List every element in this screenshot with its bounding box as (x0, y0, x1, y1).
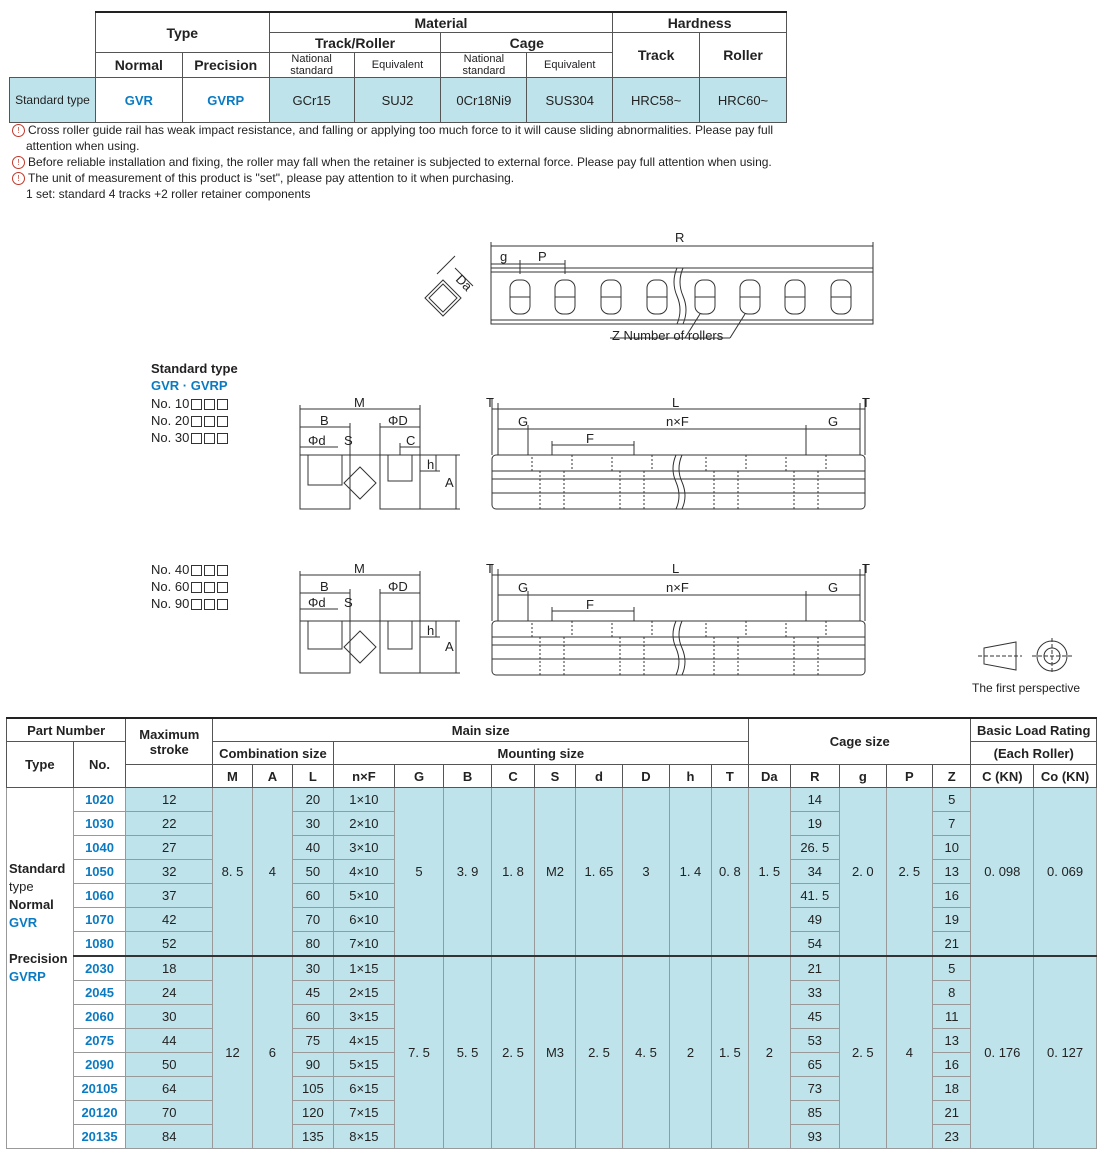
max-stroke: 37 (126, 884, 213, 908)
max-stroke: 50 (126, 1053, 213, 1077)
part-no: 1040 (73, 836, 126, 860)
cage-drawing (415, 228, 885, 348)
cell-d: 2. 5 (576, 956, 623, 1149)
type-cell: Standard type Normal GVR Precision GVRP (7, 788, 74, 1149)
cell-L: 45 (293, 981, 333, 1005)
notes (12, 122, 832, 202)
max-stroke: 44 (126, 1029, 213, 1053)
type-header: Type (95, 12, 269, 53)
cell-C-kn: 0. 176 (971, 956, 1034, 1149)
cell-R: 19 (790, 812, 840, 836)
national-standard-header: National standard (441, 53, 527, 78)
rail-drawing-1 (480, 395, 890, 520)
col-R: R (790, 765, 840, 788)
warning-icon: ! (12, 172, 25, 185)
label-Phid: Φd (308, 595, 326, 610)
track-roller-header: Track/Roller (269, 33, 441, 53)
max-stroke: 24 (126, 981, 213, 1005)
label-PhiD: ΦD (388, 579, 408, 594)
cell-Z: 21 (933, 1101, 971, 1125)
cell-gvr: GVR (95, 78, 182, 123)
note-1: ! Cross roller guide rail has weak impact resistance, and falling or applying too much force to it will cause sliding abnormalities. Please pay full (12, 122, 832, 138)
cell-R: 54 (790, 932, 840, 957)
col-D: D (622, 765, 670, 788)
label-h: h (427, 623, 435, 638)
combination-header: Combination size (213, 742, 333, 765)
cell-nF: 5×10 (333, 884, 395, 908)
cell-B: 5. 5 (443, 956, 492, 1149)
col-A: A (252, 765, 292, 788)
cell-R: 45 (790, 1005, 840, 1029)
cell-Z: 5 (933, 956, 971, 981)
cell-0cr18ni9: 0Cr18Ni9 (441, 78, 527, 123)
cell-G: 5 (395, 788, 444, 957)
note-3-cont: 1 set: standard 4 tracks +2 roller retainer components (26, 187, 311, 201)
first-perspective: The first perspective (972, 636, 1082, 695)
max-stroke: 22 (126, 812, 213, 836)
normal-header: Normal (95, 53, 182, 78)
max-stroke: 32 (126, 860, 213, 884)
cell-L: 135 (293, 1125, 333, 1149)
dimension-table (6, 717, 1097, 1149)
national-standard-header: National standard (269, 53, 354, 78)
label-B: B (320, 579, 329, 594)
label-L: L (672, 395, 680, 410)
label-P: P (538, 249, 547, 264)
cell-Z: 16 (933, 884, 971, 908)
cell-P: 2. 5 (886, 788, 933, 957)
cell-R: 34 (790, 860, 840, 884)
note-3: ! The unit of measurement of this product is "set", please pay attention to it when purchasing. (12, 170, 832, 186)
cell-nF: 4×15 (333, 1029, 395, 1053)
label-A: A (445, 639, 454, 654)
max-stroke: 12 (126, 788, 213, 812)
col-nF: n×F (333, 765, 395, 788)
cell-D: 4. 5 (622, 956, 670, 1149)
col-h: h (670, 765, 711, 788)
cell-Z: 13 (933, 1029, 971, 1053)
cell-Z: 19 (933, 908, 971, 932)
cell-nF: 2×10 (333, 812, 395, 836)
max-stroke: 42 (126, 908, 213, 932)
label-F: F (586, 597, 594, 612)
col-d: d (576, 765, 623, 788)
col-S: S (534, 765, 575, 788)
cell-h: 1. 4 (670, 788, 711, 957)
cell-A: 6 (252, 956, 292, 1149)
cell-R: 53 (790, 1029, 840, 1053)
part-number-header: Part Number (7, 718, 126, 742)
note-2: ! Before reliable installation and fixing, the roller may fall when the retainer is subjected to external force. Please pay full attention when using. (12, 154, 832, 170)
part-no: 2090 (73, 1053, 126, 1077)
col-Z: Z (933, 765, 971, 788)
cell-L: 50 (293, 860, 333, 884)
cell-M: 12 (213, 956, 252, 1149)
label-A: A (445, 475, 454, 490)
mounting-header: Mounting size (333, 742, 749, 765)
label-R: R (675, 230, 685, 245)
part-no: 1070 (73, 908, 126, 932)
cell-R: 93 (790, 1125, 840, 1149)
cell-nF: 5×15 (333, 1053, 395, 1077)
cell-Da: 1. 5 (749, 788, 790, 957)
cell-gvrp: GVRP (182, 78, 269, 123)
material-table (9, 11, 787, 123)
label-h: h (427, 457, 435, 472)
label-Phid: Φd (308, 433, 326, 448)
label-B: B (320, 413, 329, 428)
cell-sus304: SUS304 (527, 78, 613, 123)
max-stroke: 52 (126, 932, 213, 957)
cell-nF: 7×10 (333, 932, 395, 957)
cage-size-header: Cage size (749, 718, 971, 765)
col-P: P (886, 765, 933, 788)
cell-L: 80 (293, 932, 333, 957)
cell-nF: 2×15 (333, 981, 395, 1005)
label-G: G (828, 580, 839, 595)
cell-Co-kn: 0. 127 (1034, 956, 1097, 1149)
cell-nF: 6×10 (333, 908, 395, 932)
cell-L: 30 (293, 956, 333, 981)
main-size-header: Main size (213, 718, 749, 742)
warning-icon: ! (12, 124, 25, 137)
cell-R: 49 (790, 908, 840, 932)
part-no: 1020 (73, 788, 126, 812)
model-numbers-2: No. 40 No. 60 No. 90 (151, 561, 228, 612)
max-stroke: 30 (126, 1005, 213, 1029)
equivalent-header: Equivalent (354, 53, 441, 78)
cell-g: 2. 5 (840, 956, 887, 1149)
cell-R: 14 (790, 788, 840, 812)
part-no: 20135 (73, 1125, 126, 1149)
cell-nF: 1×10 (333, 788, 395, 812)
cell-R: 65 (790, 1053, 840, 1077)
cell-L: 30 (293, 812, 333, 836)
cell-C: 2. 5 (492, 956, 534, 1149)
rail-drawing-2 (480, 561, 890, 686)
label-T: T (862, 561, 870, 576)
table-body (7, 788, 1097, 1149)
cross-section-2 (290, 561, 465, 686)
cell-R: 26. 5 (790, 836, 840, 860)
model-numbers-1: No. 10 No. 20 No. 30 (151, 395, 228, 446)
cell-Z: 23 (933, 1125, 971, 1149)
label-nF: n×F (666, 580, 689, 595)
label-T: T (486, 561, 494, 576)
label-G: G (518, 580, 529, 595)
corner-cell (10, 12, 96, 78)
label-T: T (862, 395, 870, 410)
label-M: M (354, 561, 365, 576)
cell-B: 3. 9 (443, 788, 492, 957)
part-no: 2045 (73, 981, 126, 1005)
cell-R: 85 (790, 1101, 840, 1125)
cell-C-kn: 0. 098 (971, 788, 1034, 957)
label-Da: Da (452, 271, 476, 294)
type-header: Type (7, 742, 74, 788)
cell-L: 105 (293, 1077, 333, 1101)
col-T: T (711, 765, 748, 788)
cell-Z: 11 (933, 1005, 971, 1029)
cell-Z: 10 (933, 836, 971, 860)
equivalent-header: Equivalent (527, 53, 613, 78)
cell-L: 60 (293, 884, 333, 908)
basic-load-header: Basic Load Rating (971, 718, 1097, 742)
label-M: M (354, 395, 365, 410)
hardness-header: Hardness (613, 12, 787, 33)
cell-Z: 21 (933, 932, 971, 957)
warning-icon: ! (12, 156, 25, 169)
cell-L: 40 (293, 836, 333, 860)
cell-suj2: SUJ2 (354, 78, 441, 123)
cell-D: 3 (622, 788, 670, 957)
stroke-sub (126, 765, 213, 788)
no-header: No. (73, 742, 126, 788)
col-C: C (492, 765, 534, 788)
label-PhiD: ΦD (388, 413, 408, 428)
cell-h: 2 (670, 956, 711, 1149)
cell-nF: 8×15 (333, 1125, 395, 1149)
part-no: 1060 (73, 884, 126, 908)
standard-type-label: Standard type GVR · GVRP (151, 361, 238, 393)
cell-L: 90 (293, 1053, 333, 1077)
col-M: M (213, 765, 252, 788)
cell-L: 75 (293, 1029, 333, 1053)
cell-L: 120 (293, 1101, 333, 1125)
label-G: G (828, 414, 839, 429)
label-Z: Z Number of rollers (612, 328, 724, 343)
row-label: Standard type (10, 78, 96, 123)
part-no: 1050 (73, 860, 126, 884)
cell-Z: 7 (933, 812, 971, 836)
col-g: g (840, 765, 887, 788)
cell-hrc58: HRC58~ (613, 78, 700, 123)
cell-nF: 3×15 (333, 1005, 395, 1029)
cell-Z: 13 (933, 860, 971, 884)
col-Da: Da (749, 765, 790, 788)
cell-L: 70 (293, 908, 333, 932)
cell-hrc60: HRC60~ (700, 78, 787, 123)
label-S: S (344, 433, 353, 448)
table-row (7, 956, 1097, 981)
label-C: C (406, 433, 416, 448)
label-T: T (486, 395, 494, 410)
label-S: S (344, 595, 353, 610)
cell-Z: 8 (933, 981, 971, 1005)
col-G: G (395, 765, 444, 788)
col-L: L (293, 765, 333, 788)
cell-nF: 4×10 (333, 860, 395, 884)
cross-section-1 (290, 395, 465, 520)
label-G: G (518, 414, 529, 429)
label-g: g (500, 249, 508, 264)
max-stroke: 84 (126, 1125, 213, 1149)
table-row (7, 788, 1097, 812)
part-no: 2030 (73, 956, 126, 981)
cell-T: 1. 5 (711, 956, 748, 1149)
precision-header: Precision (182, 53, 269, 78)
cell-C: 1. 8 (492, 788, 534, 957)
cell-d: 1. 65 (576, 788, 623, 957)
roller-header: Roller (700, 33, 787, 78)
cell-A: 4 (252, 788, 292, 957)
cell-P: 4 (886, 956, 933, 1149)
part-no: 20120 (73, 1101, 126, 1125)
cell-L: 60 (293, 1005, 333, 1029)
label-F: F (586, 431, 594, 446)
cell-R: 21 (790, 956, 840, 981)
cell-S: M3 (534, 956, 575, 1149)
cell-g: 2. 0 (840, 788, 887, 957)
cell-R: 73 (790, 1077, 840, 1101)
label-nF: n×F (666, 414, 689, 429)
each-roller-header: (Each Roller) (971, 742, 1097, 765)
part-no: 2060 (73, 1005, 126, 1029)
cage-header: Cage (441, 33, 613, 53)
label-L: L (672, 561, 680, 576)
cell-nF: 3×10 (333, 836, 395, 860)
cell-M: 8. 5 (213, 788, 252, 957)
max-stroke: 18 (126, 956, 213, 981)
cell-R: 33 (790, 981, 840, 1005)
part-no: 2075 (73, 1029, 126, 1053)
cell-G: 7. 5 (395, 956, 444, 1149)
cell-gcr15: GCr15 (269, 78, 354, 123)
part-no: 20105 (73, 1077, 126, 1101)
cell-R: 41. 5 (790, 884, 840, 908)
cell-nF: 1×15 (333, 956, 395, 981)
material-header: Material (269, 12, 613, 33)
max-stroke: 27 (126, 836, 213, 860)
note-1-cont: attention when using. (26, 139, 140, 153)
cell-T: 0. 8 (711, 788, 748, 957)
max-stroke-header: Maximum stroke (126, 718, 213, 765)
cell-nF: 7×15 (333, 1101, 395, 1125)
col-C-kn: C (KN) (971, 765, 1034, 788)
part-no: 1030 (73, 812, 126, 836)
max-stroke: 64 (126, 1077, 213, 1101)
cell-nF: 6×15 (333, 1077, 395, 1101)
part-no: 1080 (73, 932, 126, 957)
cell-S: M2 (534, 788, 575, 957)
max-stroke: 70 (126, 1101, 213, 1125)
cell-Z: 18 (933, 1077, 971, 1101)
cell-Z: 16 (933, 1053, 971, 1077)
col-Co-kn: Co (KN) (1034, 765, 1097, 788)
cell-Da: 2 (749, 956, 790, 1149)
cell-Co-kn: 0. 069 (1034, 788, 1097, 957)
cell-Z: 5 (933, 788, 971, 812)
cell-L: 20 (293, 788, 333, 812)
track-header: Track (613, 33, 700, 78)
col-B: B (443, 765, 492, 788)
projection-symbol-icon (972, 636, 1082, 678)
